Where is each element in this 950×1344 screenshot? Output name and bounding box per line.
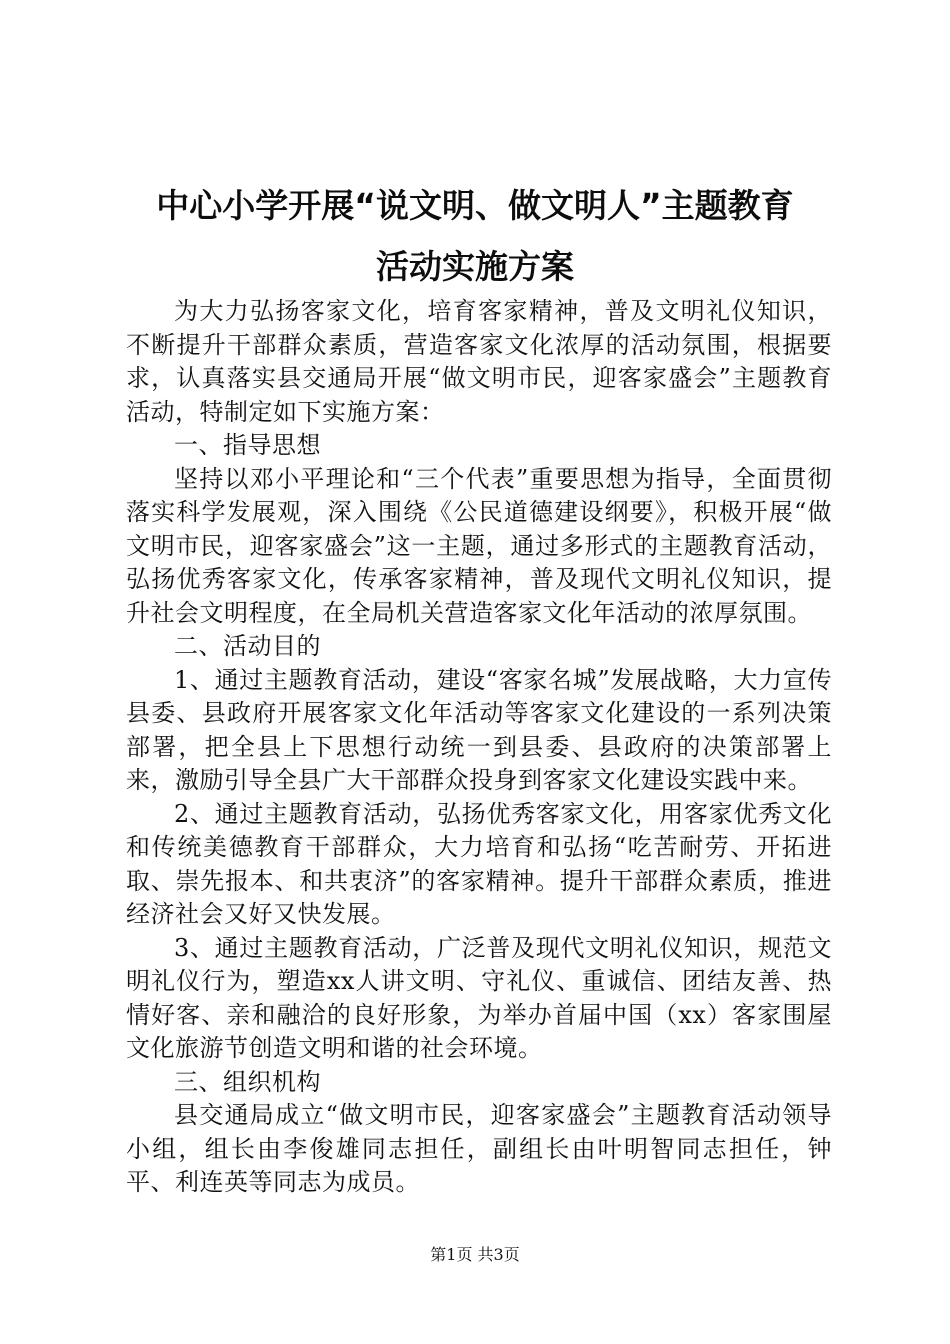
purpose-item-2: 2、通过主题教育活动，弘扬优秀客家文化，用客家优秀文化和传统美德教育干部群众，大力培育和弘扬“吃苦耐劳、开拓进取、崇先报本、和共衷济”的客家精神。提升干部群众素质，推进经济社会又好又快发展。 (126, 799, 832, 928)
document-title-line-2: 活动实施方案 (376, 247, 574, 286)
purpose-item-3: 3、通过主题教育活动，广泛普及现代文明礼仪知识，规范文明礼仪行为，塑造xx人讲文明、守礼仪、重诚信、团结友善、热情好客、亲和融洽的良好形象，为举办首届中国（xx）客家围屋文化旅游节创造文明和谐的社会环境。 (126, 933, 832, 1062)
document-body (126, 295, 832, 1200)
document-title-line-1: 中心小学开展“说文明、做文明人”主题教育 (156, 186, 794, 225)
section-heading-organization: 三、组织机构 (174, 1067, 321, 1096)
intro-paragraph: 为大力弘扬客家文化，培育客家精神，普及文明礼仪知识，不断提升干部群众素质，营造客家文化浓厚的活动氛围，根据要求，认真落实县交通局开展“做文明市民，迎客家盛会”主题教育活动，特制定如下实施方案： (126, 297, 832, 426)
section-heading-guiding-ideology: 一、指导思想 (174, 431, 321, 459)
section-paragraph-organization: 县交通局成立“做文明市民，迎客家盛会”主题教育活动领导小组，组长由李俊雄同志担任，副组长由叶明智同志担任，钟平、利连英等同志为成员。 (126, 1101, 832, 1196)
purpose-item-1: 1、通过主题教育活动，建设“客家名城”发展战略，大力宣传县委、县政府开展客家文化年活动等客家文化建设的一系列决策部署，把全县上下思想行动统一到县委、县政府的决策部署上来，激励引导全县广大干部群众投身到客家文化建设实践中来。 (126, 665, 832, 794)
section-heading-activity-purpose: 二、活动目的 (174, 632, 321, 660)
page-number-footer: 第1页 共3页 (430, 1245, 520, 1264)
section-paragraph-guiding-ideology: 坚持以邓小平理论和“三个代表”重要思想为指导，全面贯彻落实科学发展观，深入围绕《公民道德建设纲要》，积极开展“做文明市民，迎客家盛会”这一主题，通过多形式的主题教育活动，弘扬优秀客家文化，传承客家精神，普及现代文明礼仪知识，提升社会文明程度，在全局机关营造客家文化年活动的浓厚氛围。 (126, 464, 832, 627)
